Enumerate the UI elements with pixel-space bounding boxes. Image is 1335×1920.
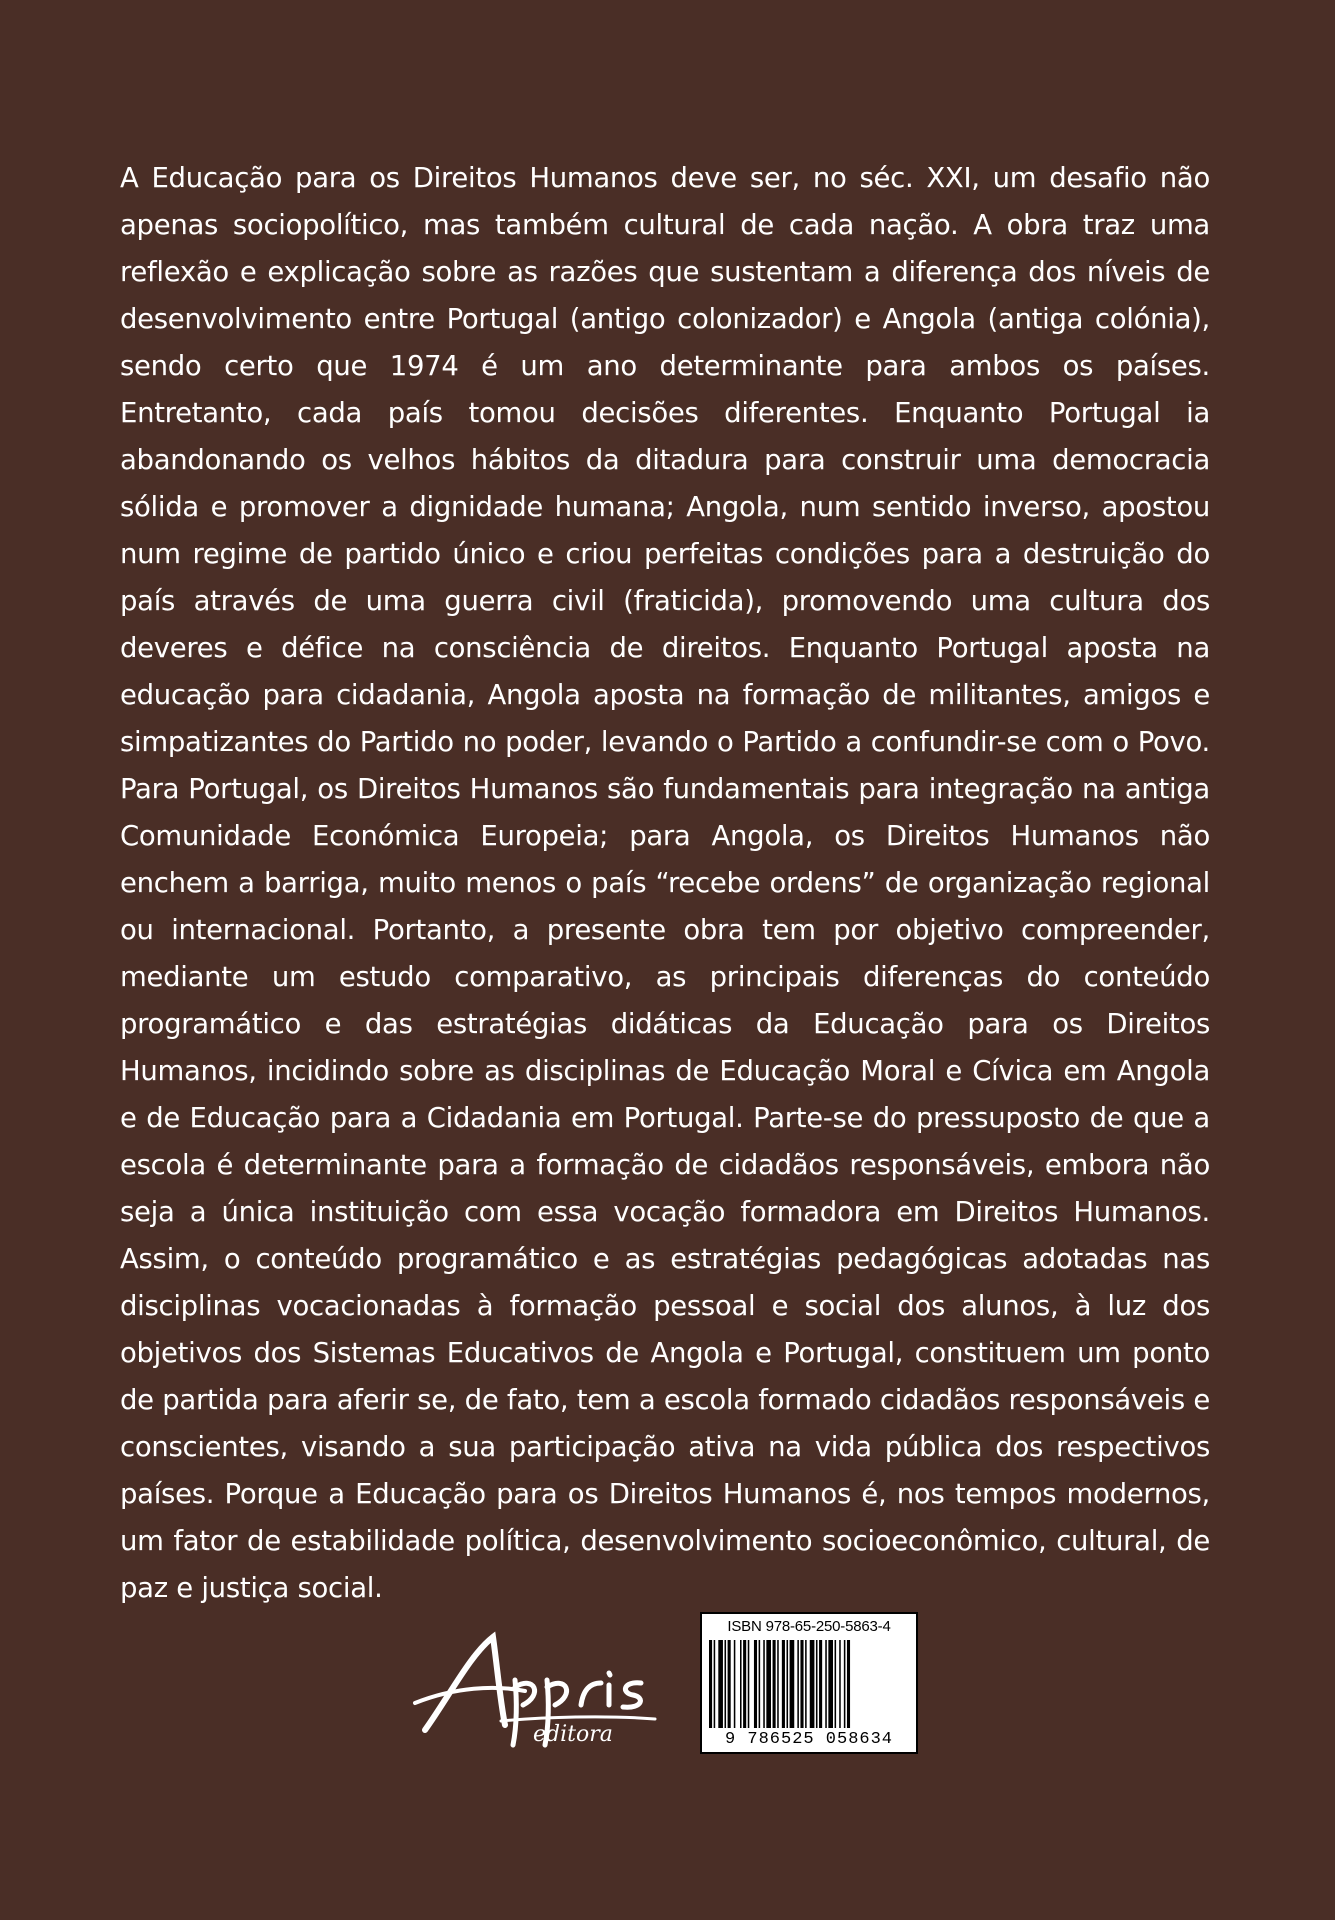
isbn-barcode (700, 1612, 918, 1754)
svg-text:editora: editora (533, 1722, 613, 1747)
back-cover-blurb: A Educação para os Direitos Humanos deve ser, no séc. XXI, um desafio não apenas sociopolítico, mas também cultural de cada nação. A obra traz uma reflexão e explicação sobre as razões que sustentam a diferença dos níveis de desenvolvimento entre Portugal (antigo colonizador) e Angola (antiga colónia), sendo certo que 1974 é um ano determinante para ambos os países. Entretanto, cada país tomou decisões diferentes. Enquanto Portugal ia abandonando os velhos hábitos da ditadura para construir uma democracia sólida e promover a dignidade humana; Angola, num sentido inverso, apostou num regime de partido único e criou perfeitas condições para a destruição do país através de uma guerra civil (fraticida), promovendo uma cultura dos deveres e défice na consciência de direitos. Enquanto Portugal aposta na educação para cidadania, Angola aposta na formação de militantes, amigos e simpatizantes do Partido no poder, levando o Partido a confundir-se com o Povo. Para Portugal, os Direitos Humanos são fundamentais para integração na antiga Comunidade Económica Europeia; para Angola, os Direitos Humanos não enchem a barriga, muito menos o país “recebe ordens” de organização regional ou internacional. Portanto, a presente obra tem por objetivo compreender, mediante um estudo comparativo, as principais diferenças do conteúdo programático e das estratégias didáticas da Educação para os Direitos Humanos, incidindo sobre as disciplinas de Educação Moral e Cívica em Angola e de Educação para a Cidadania em Portugal. Parte-se do pressuposto de que a escola é determinante para a formação de cidadãos responsáveis, embora não seja a única instituição com essa vocação formadora em Direitos Humanos. Assim, o conteúdo programático e as estratégias pedagógicas adotadas nas disciplinas vocacionadas à formação pessoal e social dos alunos, à luz dos objetivos dos Sistemas Educativos de Angola e Portugal, constituem um ponto de partida para aferir se, de fato, tem a escola formado cidadãos responsáveis e conscientes, visando a sua participação ativa na vida pública dos respectivos países. Porque a Educação para os Direitos Humanos é, nos tempos modernos, um fator de estabilidade política, desenvolvimento socioeconômico, cultural, de paz e justiça social. (120, 162, 1210, 1604)
barcode-digits: 9 786525 058634 (724, 1730, 894, 1749)
publisher-logo (405, 1625, 665, 1755)
isbn-label: ISBN 978-65-250-5863-4 (727, 1618, 891, 1635)
barcode-bars-icon (709, 1640, 909, 1728)
